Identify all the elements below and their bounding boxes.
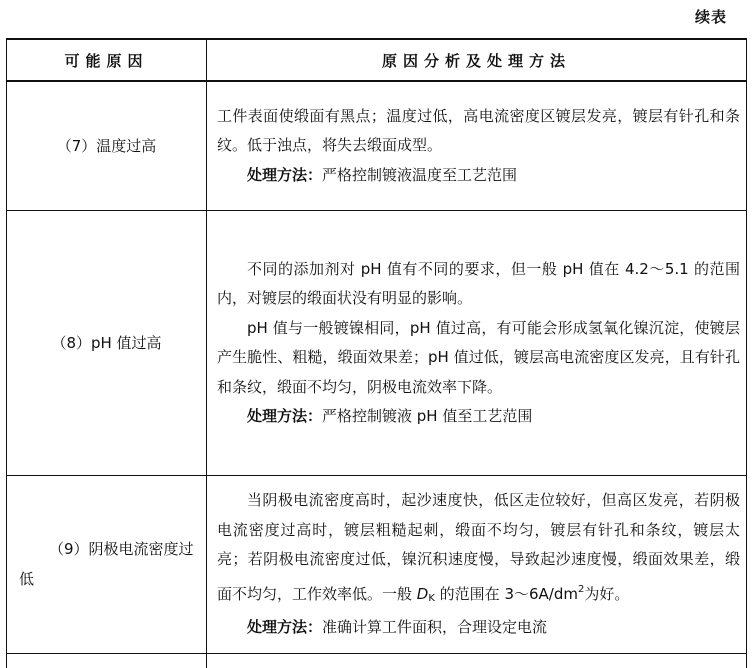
dk-tail: 为好。 (584, 584, 630, 603)
method-line (217, 402, 740, 432)
header-row (7, 39, 747, 81)
header-analysis: 原因分析及处理方法 (207, 39, 747, 81)
table-row (7, 476, 747, 654)
dk-symbol: D (416, 584, 429, 603)
dk-subscript: K (428, 592, 435, 604)
table-row-continued (7, 653, 747, 668)
method-line (217, 613, 740, 643)
analysis-paragraph: 不同的添加剂对 pH 值有不同的要求，但一般 pH 值在 4.2～5.1 的范围内，对镀层的缎面状没有明显的影响。 (217, 259, 740, 307)
analysis-cell-empty (207, 653, 747, 668)
method-text: 严格控制镀液温度至工艺范围 (322, 165, 518, 184)
analysis-paragraph (217, 486, 740, 613)
troubleshooting-table (6, 38, 747, 668)
table-row (7, 211, 747, 476)
cause-cell: （7）温度过高 (7, 81, 207, 211)
cause-cell-empty (7, 653, 207, 668)
table-row (7, 81, 747, 211)
method-label: 处理方法： (247, 165, 323, 184)
analysis-cell (207, 81, 747, 211)
method-label: 处理方法： (247, 407, 323, 425)
cause-cell: （8）pH 值过高 (7, 211, 207, 476)
analysis-text: 当阴极电流密度高时，起沙速度快，低区走位较好，但高区发亮，若阴极电流密度过高时，镀层粗糙起刺，缎面不均匀，镀层有针孔和条纹，镀层太亮；若阴极电流密度过低，镍沉积速度慢，导致起沙速度慢，缎面效果差，缎面不均匀，工作效率低。一般 (217, 491, 740, 603)
dk-range: 的范围在 3～6A/dm (434, 584, 578, 603)
cause-cell: （9）阴极电流密度过低 (7, 476, 207, 654)
analysis-paragraph: 工件表面使缎面有黑点；温度过低，高电流密度区镀层发亮，镀层有针孔和条纹。低于浊点，将失去缎面成型。 (217, 106, 740, 155)
analysis-paragraph: pH 值与一般镀镍相同，pH 值过高，有可能会形成氢氧化镍沉淀，使镀层产生脆性、粗糙，缎面效果差；pH 值过低，镀层高电流密度区发亮，且有针孔和条纹，缎面不均匀，阴极电流效率下降。 (217, 318, 740, 396)
unit-superscript: 2 (577, 583, 585, 595)
method-text: 准确计算工件面积，合理设定电流 (322, 618, 548, 636)
analysis-cell (207, 476, 747, 654)
header-cause: 可能原因 (7, 39, 207, 81)
method-text: 严格控制镀液 pH 值至工艺范围 (322, 407, 533, 425)
method-label: 处理方法： (247, 618, 323, 636)
continued-label: 续表 (694, 8, 727, 26)
method-line (217, 161, 740, 191)
analysis-cell (207, 211, 747, 476)
